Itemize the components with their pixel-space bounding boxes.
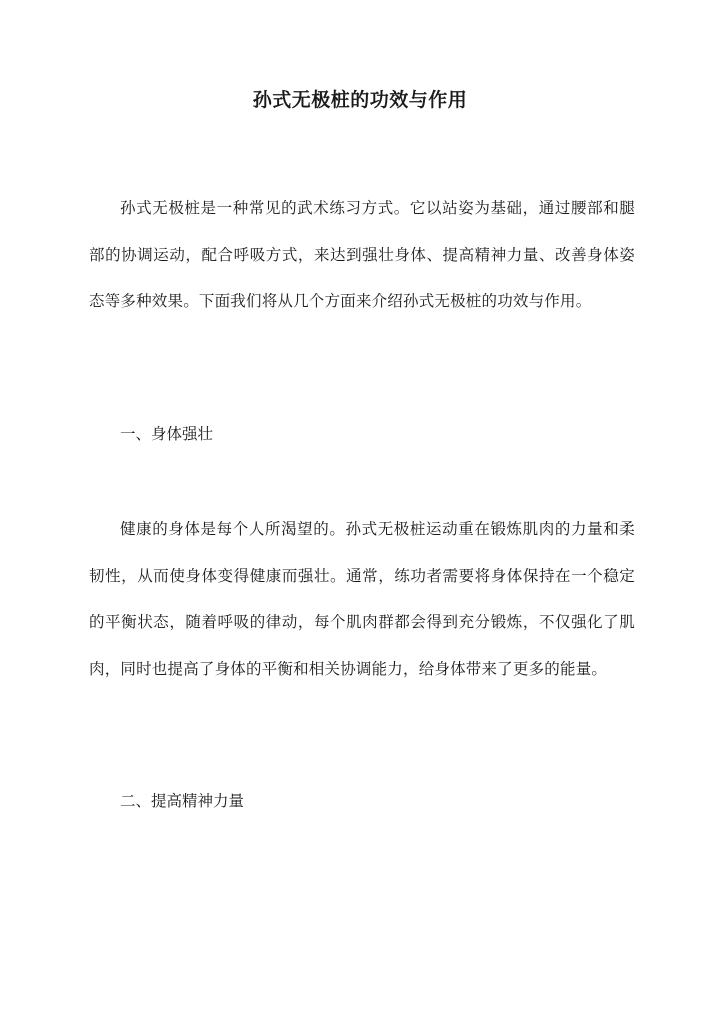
section-heading-mental-strength: 二、提高精神力量 [120,792,245,810]
intro-paragraph: 孙式无极桩是一种常见的武术练习方式。它以站姿为基础，通过腰部和腿部的协调运动，配合呼吸方式，来达到强壮身体、提高精神力量、改善身体姿态等多种效果。下面我们将从几个方面来介绍孙式无极桩的功效与作用。 [89,199,635,310]
section-paragraph-body-strength: 健康的身体是每个人所渴望的。孙式无极桩运动重在锻炼肌肉的力量和柔韧性，从而使身体变得健康而强壮。通常，练功者需要将身体保持在一个稳定的平衡状态，随着呼吸的律动，每个肌肉群都会得到充分锻炼，不仅强化了肌肉，同时也提高了身体的平衡和相关协调能力，给身体带来了更多的能量。 [89,520,635,678]
section-heading-body-strength: 一、身体强壮 [120,425,214,443]
document-title: 孙式无极桩的功效与作用 [252,89,468,111]
